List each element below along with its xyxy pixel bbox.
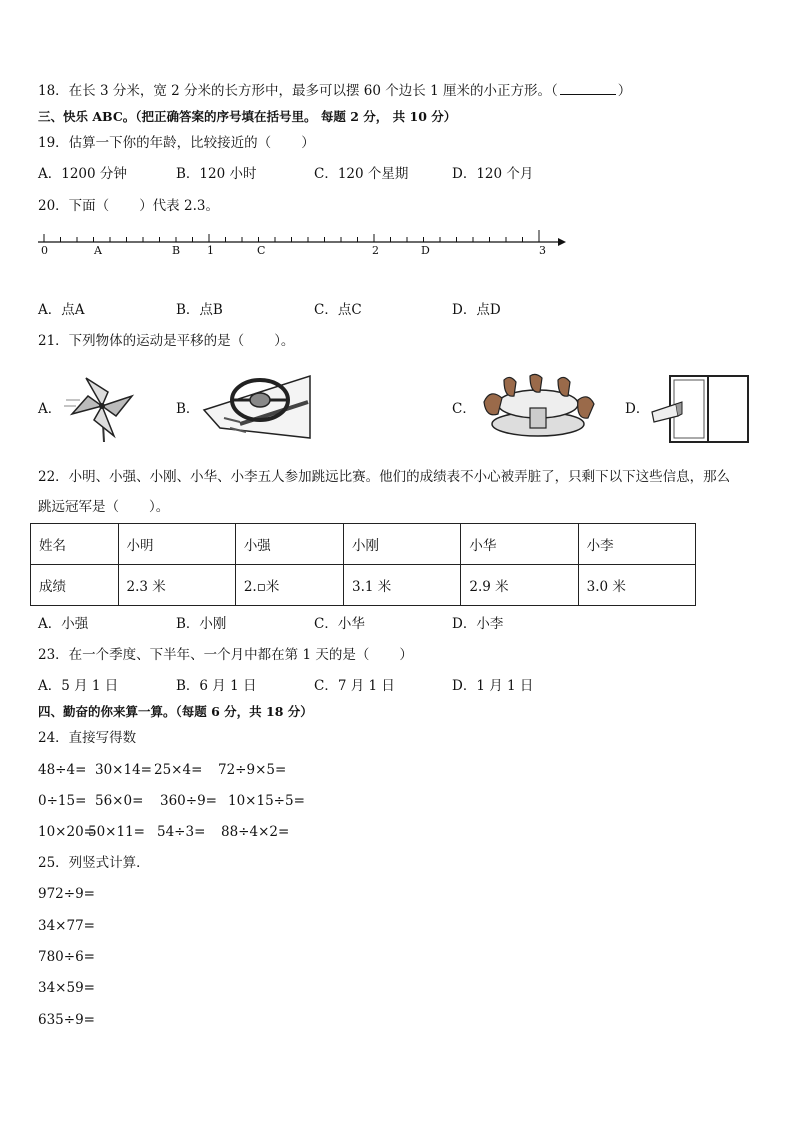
q21-option-c[interactable]: C． bbox=[452, 401, 476, 417]
question-23: 23．在一个季度、下半年、一个月中都在第 1 天的是（ ） bbox=[38, 647, 413, 663]
calc-item: 48÷4= bbox=[38, 762, 87, 778]
table-cell: 3.1 米 bbox=[344, 565, 461, 606]
table-cell: 小刚 bbox=[344, 524, 461, 565]
q20-option-a[interactable]: A．点A bbox=[38, 302, 85, 318]
vertical-calc-item: 34×59= bbox=[38, 980, 95, 996]
table-cell: 小强 bbox=[235, 524, 343, 565]
q20-option-d[interactable]: D．点D bbox=[452, 302, 501, 318]
number-line bbox=[30, 222, 570, 262]
question-20: 20．下面（ ）代表 2.3。 bbox=[38, 198, 219, 214]
calc-item: 360÷9= bbox=[160, 793, 217, 809]
question-22-line-1: 22．小明、小强、小刚、小华、小李五人参加跳远比赛。他们的成绩表不小心被弄脏了，只剩下以下这些信息，那么 bbox=[38, 469, 731, 485]
calc-item: 25×4= bbox=[154, 762, 203, 778]
vertical-calc-item: 780÷6= bbox=[38, 949, 95, 965]
question-21: 21．下列物体的运动是平移的是（ ）。 bbox=[38, 333, 295, 349]
number-line-label-b: B bbox=[172, 244, 181, 257]
q23-option-d[interactable]: D．1 月 1 日 bbox=[452, 678, 534, 694]
question-25: 25．列竖式计算． bbox=[38, 855, 150, 871]
table-cell: 小华 bbox=[461, 524, 578, 565]
question-18: 18．在长 3 分米，宽 2 分米的长方形中，最多可以摆 60 个边长 1 厘米的小正方形。（ ） bbox=[38, 83, 632, 99]
table-cell: 2.9 米 bbox=[461, 565, 578, 606]
pinwheel-icon bbox=[62, 370, 142, 444]
q19-option-d[interactable]: D．120 个月 bbox=[452, 166, 534, 182]
calc-item: 72÷9×5= bbox=[218, 762, 287, 778]
question-22-line-2: 跳远冠军是（ ）。 bbox=[38, 499, 170, 515]
number-line-label-c: C bbox=[257, 244, 266, 257]
calc-item: 88÷4×2= bbox=[221, 824, 290, 840]
section-3-title: 三、快乐 ABC。（把正确答案的序号填在括号里。 每题 2 分， 共 10 分） bbox=[38, 109, 457, 124]
score-table bbox=[30, 523, 696, 606]
number-line-label-3: 3 bbox=[539, 244, 546, 257]
table-cell: 2.3 米 bbox=[118, 565, 235, 606]
table-cell: 3.0 米 bbox=[578, 565, 695, 606]
carousel-icon bbox=[476, 372, 601, 444]
calc-item: 56×0= bbox=[95, 793, 144, 809]
steering-wheel-icon bbox=[200, 372, 315, 442]
number-line-label-2: 2 bbox=[372, 244, 379, 257]
question-19: 19．估算一下你的年龄，比较接近的（ ） bbox=[38, 135, 315, 151]
q23-option-c[interactable]: C．7 月 1 日 bbox=[314, 678, 395, 694]
question-24: 24．直接写得数 bbox=[38, 730, 137, 746]
q19-option-a[interactable]: A．1200 分钟 bbox=[38, 166, 127, 182]
calc-item: 10×20= bbox=[38, 824, 95, 840]
table-header-row bbox=[31, 524, 696, 565]
q21-option-a[interactable]: A． bbox=[38, 401, 62, 417]
q23-option-a[interactable]: A．5 月 1 日 bbox=[38, 678, 119, 694]
q19-option-c[interactable]: C．120 个星期 bbox=[314, 166, 409, 182]
table-cell: 小李 bbox=[578, 524, 695, 565]
q23-option-b[interactable]: B．6 月 1 日 bbox=[176, 678, 257, 694]
table-row bbox=[31, 565, 696, 606]
q21-option-d[interactable]: D． bbox=[625, 401, 650, 417]
calc-item: 54÷3= bbox=[157, 824, 206, 840]
table-cell: 姓名 bbox=[31, 524, 119, 565]
q21-option-b[interactable]: B． bbox=[176, 401, 200, 417]
number-line-label-d: D bbox=[421, 244, 430, 257]
q22-option-b[interactable]: B．小刚 bbox=[176, 616, 227, 632]
number-line-label-1: 1 bbox=[207, 244, 214, 257]
calc-item: 50×11= bbox=[88, 824, 145, 840]
q20-option-b[interactable]: B．点B bbox=[176, 302, 223, 318]
vertical-calc-item: 635÷9= bbox=[38, 1012, 95, 1028]
calc-item: 10×15÷5= bbox=[228, 793, 305, 809]
q22-option-c[interactable]: C．小华 bbox=[314, 616, 365, 632]
table-cell: 2.▫米 bbox=[235, 565, 343, 606]
vertical-calc-item: 972÷9= bbox=[38, 886, 95, 902]
window-icon bbox=[648, 372, 752, 444]
table-cell: 成绩 bbox=[31, 565, 119, 606]
q19-option-b[interactable]: B．120 小时 bbox=[176, 166, 257, 182]
calc-item: 0÷15= bbox=[38, 793, 87, 809]
calc-item: 30×14= bbox=[95, 762, 152, 778]
number-line-label-0: 0 bbox=[41, 244, 48, 257]
section-4-title: 四、勤奋的你来算一算。（每题 6 分，共 18 分） bbox=[38, 704, 313, 719]
table-cell: 小明 bbox=[118, 524, 235, 565]
q20-option-c[interactable]: C．点C bbox=[314, 302, 362, 318]
q22-option-a[interactable]: A．小强 bbox=[38, 616, 89, 632]
vertical-calc-item: 34×77= bbox=[38, 918, 95, 934]
q22-option-d[interactable]: D．小李 bbox=[452, 616, 504, 632]
number-line-label-a: A bbox=[94, 244, 102, 257]
answer-blank[interactable] bbox=[560, 82, 616, 95]
